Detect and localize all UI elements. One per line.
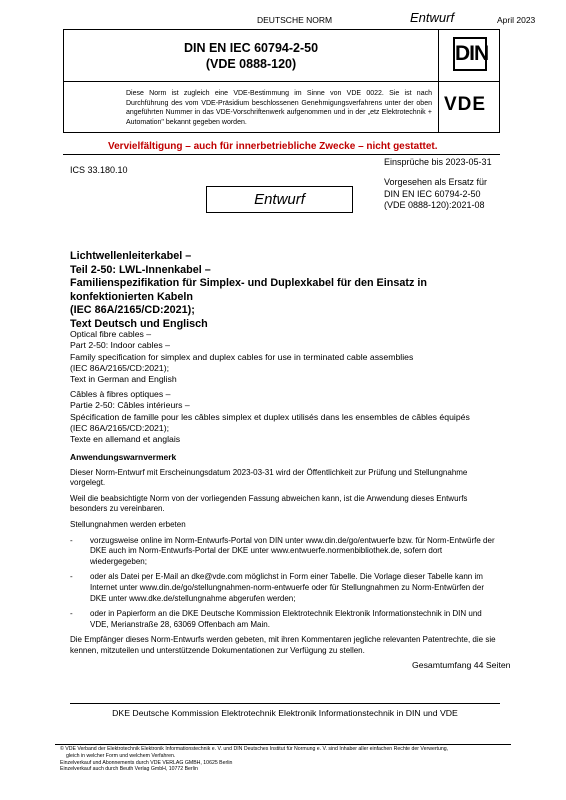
title-line: Family specification for simplex and duplex cables for use in terminated cable assemblies [70, 351, 414, 362]
title-line: Texte en allemand et anglais [70, 434, 181, 445]
application-warning [70, 452, 500, 662]
title-line: Part 2-50: Indoor cables – [70, 340, 170, 351]
total-pages: Gesamtumfang 44 Seiten [412, 660, 511, 670]
box-divider-horizontal [64, 81, 500, 82]
replacement-note [384, 177, 487, 212]
copyright-line: gleich in welcher Form und welchem Verfahren. [66, 752, 176, 759]
title-line: Text in German and English [70, 374, 177, 385]
title-line: konfektionierten Kabeln [70, 290, 193, 303]
document-number: DIN EN IEC 60794-2-50 [183, 41, 319, 55]
list-dash: - [70, 572, 73, 582]
vde-logo: VDE [444, 94, 487, 115]
copy-warning: Vervielfältigung – auch für innerbetriebliche Zwecke – nicht gestattet. [108, 141, 438, 152]
title-line: Lichtwellenleiterkabel – [70, 250, 192, 262]
draft-stamp: Entwurf [206, 186, 353, 213]
copyright-line: Einzelverkauf auch durch Beuth Verlag GmbH, 10772 Berlin [60, 766, 198, 773]
title-line: Optical fibre cables – [70, 329, 152, 339]
list-dash: - [70, 609, 73, 619]
title-box [63, 29, 500, 133]
header-status: Entwurf [410, 10, 455, 25]
list-item [70, 536, 500, 568]
header-norm-label: DEUTSCHE NORM [257, 15, 333, 25]
paragraph: Die Empfänger dieses Norm-Entwurfs werden gebeten, mit ihren Kommentaren jegliche relevanten Patentrechte, die sie kennen, mitzuteilen und unterstützende Dokumentationen zur Verfügung zu stellen. [70, 635, 496, 655]
warning-divider [63, 154, 500, 155]
vde-notice: Diese Norm ist zugleich eine VDE-Bestimmung im Sinne von VDE 0022. Sie ist nach Durchführung des vom VDE-Präsidium beschlossenen Genehmigungsverfahrens unter der oben angeführten Nummer in das VDE-Vorschriftenwerk aufgenommen und in der „etz Elektrotechnik + Automation" bekannt gegeben worden. [126, 90, 432, 126]
list-item-text: oder als Datei per E-Mail an dke@vde.com möglichst in Form einer Tabelle. Die Vorlage dieser Tabelle kann im Internet unter www.din.de/go/stellungnahmen-norm-entwuerfe oder für Stellungnahmen zu Norm-Entwürfen der DKE unter www.dke.de/stellungnahme abgerufen werden; [90, 572, 484, 603]
list-item [70, 572, 500, 604]
title-line: Teil 2-50: LWL-Innenkabel – [70, 263, 211, 276]
replacement-line: DIN EN IEC 60794-2-50 [384, 188, 481, 199]
din-logo: DIN [453, 37, 487, 71]
dke-footer: DKE Deutsche Kommission Elektrotechnik Elektronik Informationstechnik in DIN und VDE [112, 708, 458, 718]
title-french [70, 389, 500, 445]
copyright-line: © VDE Verband der Elektrotechnik Elektronik Informationstechnik e. V. und DIN Deutsches Institut für Normung e. V. sind Inhaber aller einfachen Rechte der Verwertung, [60, 746, 449, 752]
paragraph: Dieser Norm-Entwurf mit Erscheinungsdatum 2023-03-31 wird der Öffentlichkeit zur Prüfung und Stellungnahme vorgelegt. [70, 467, 468, 488]
title-line: (IEC 86A/2165/CD:2021); [70, 362, 169, 373]
title-line: Spécification de famille pour les câbles simplex et duplex utilisés dans les ensembles de câbles équipés [70, 411, 470, 422]
title-english [70, 329, 500, 385]
list-item-text: oder in Papierform an die DKE Deutsche Kommission Elektrotechnik Elektronik Informationstechnik in DIN und VDE, Merianstraße 28, 63069 Offenbach am Main. [90, 609, 482, 629]
title-line: Text Deutsch und Englisch [70, 317, 208, 330]
document-title [64, 40, 438, 72]
copyright-divider [55, 744, 511, 745]
objection-deadline: Einsprüche bis 2023-05-31 [384, 157, 492, 167]
title-line: Câbles à fibres optiques – [70, 389, 171, 399]
section-heading: Anwendungswarnvermerk [70, 452, 177, 462]
vde-number: (VDE 0888-120) [205, 57, 297, 71]
copyright-notice [60, 746, 515, 773]
title-line: Partie 2-50: Câbles intérieurs – [70, 400, 190, 411]
footer-divider [70, 703, 500, 704]
paragraph: Stellungnahmen werden erbeten [70, 519, 186, 529]
title-german [70, 250, 490, 332]
ics-code: ICS 33.180.10 [70, 165, 128, 175]
copyright-line: Einzelverkauf und Abonnements durch VDE VERLAG GMBH, 10625 Berlin [60, 759, 233, 766]
title-line: Familienspezifikation für Simplex- und Duplexkabel für den Einsatz in [70, 277, 427, 290]
replacement-line: (VDE 0888-120):2021-08 [384, 200, 485, 210]
title-line: (IEC 86A/2165/CD:2021); [70, 304, 195, 317]
title-line: (IEC 86A/2165/CD:2021); [70, 422, 169, 433]
list-item-text: vorzugsweise online im Norm-Entwurfs-Portal von DIN unter www.din.de/go/entwuerfe bzw. für Norm-Entwürfe der DKE auch im Norm-Entwurfs-Portal der DKE unter www.entwuerfe.normenbibliothek.de, sofern dort wiedergegeben; [90, 535, 495, 566]
list-item [70, 609, 500, 630]
paragraph: Weil die beabsichtigte Norm von der vorliegenden Fassung abweichen kann, ist die Anwendung dieses Entwurfs besonders zu vereinbaren. [70, 493, 468, 514]
header-date: April 2023 [497, 15, 536, 25]
list-dash: - [70, 535, 73, 545]
replacement-line: Vorgesehen als Ersatz für [384, 177, 488, 187]
